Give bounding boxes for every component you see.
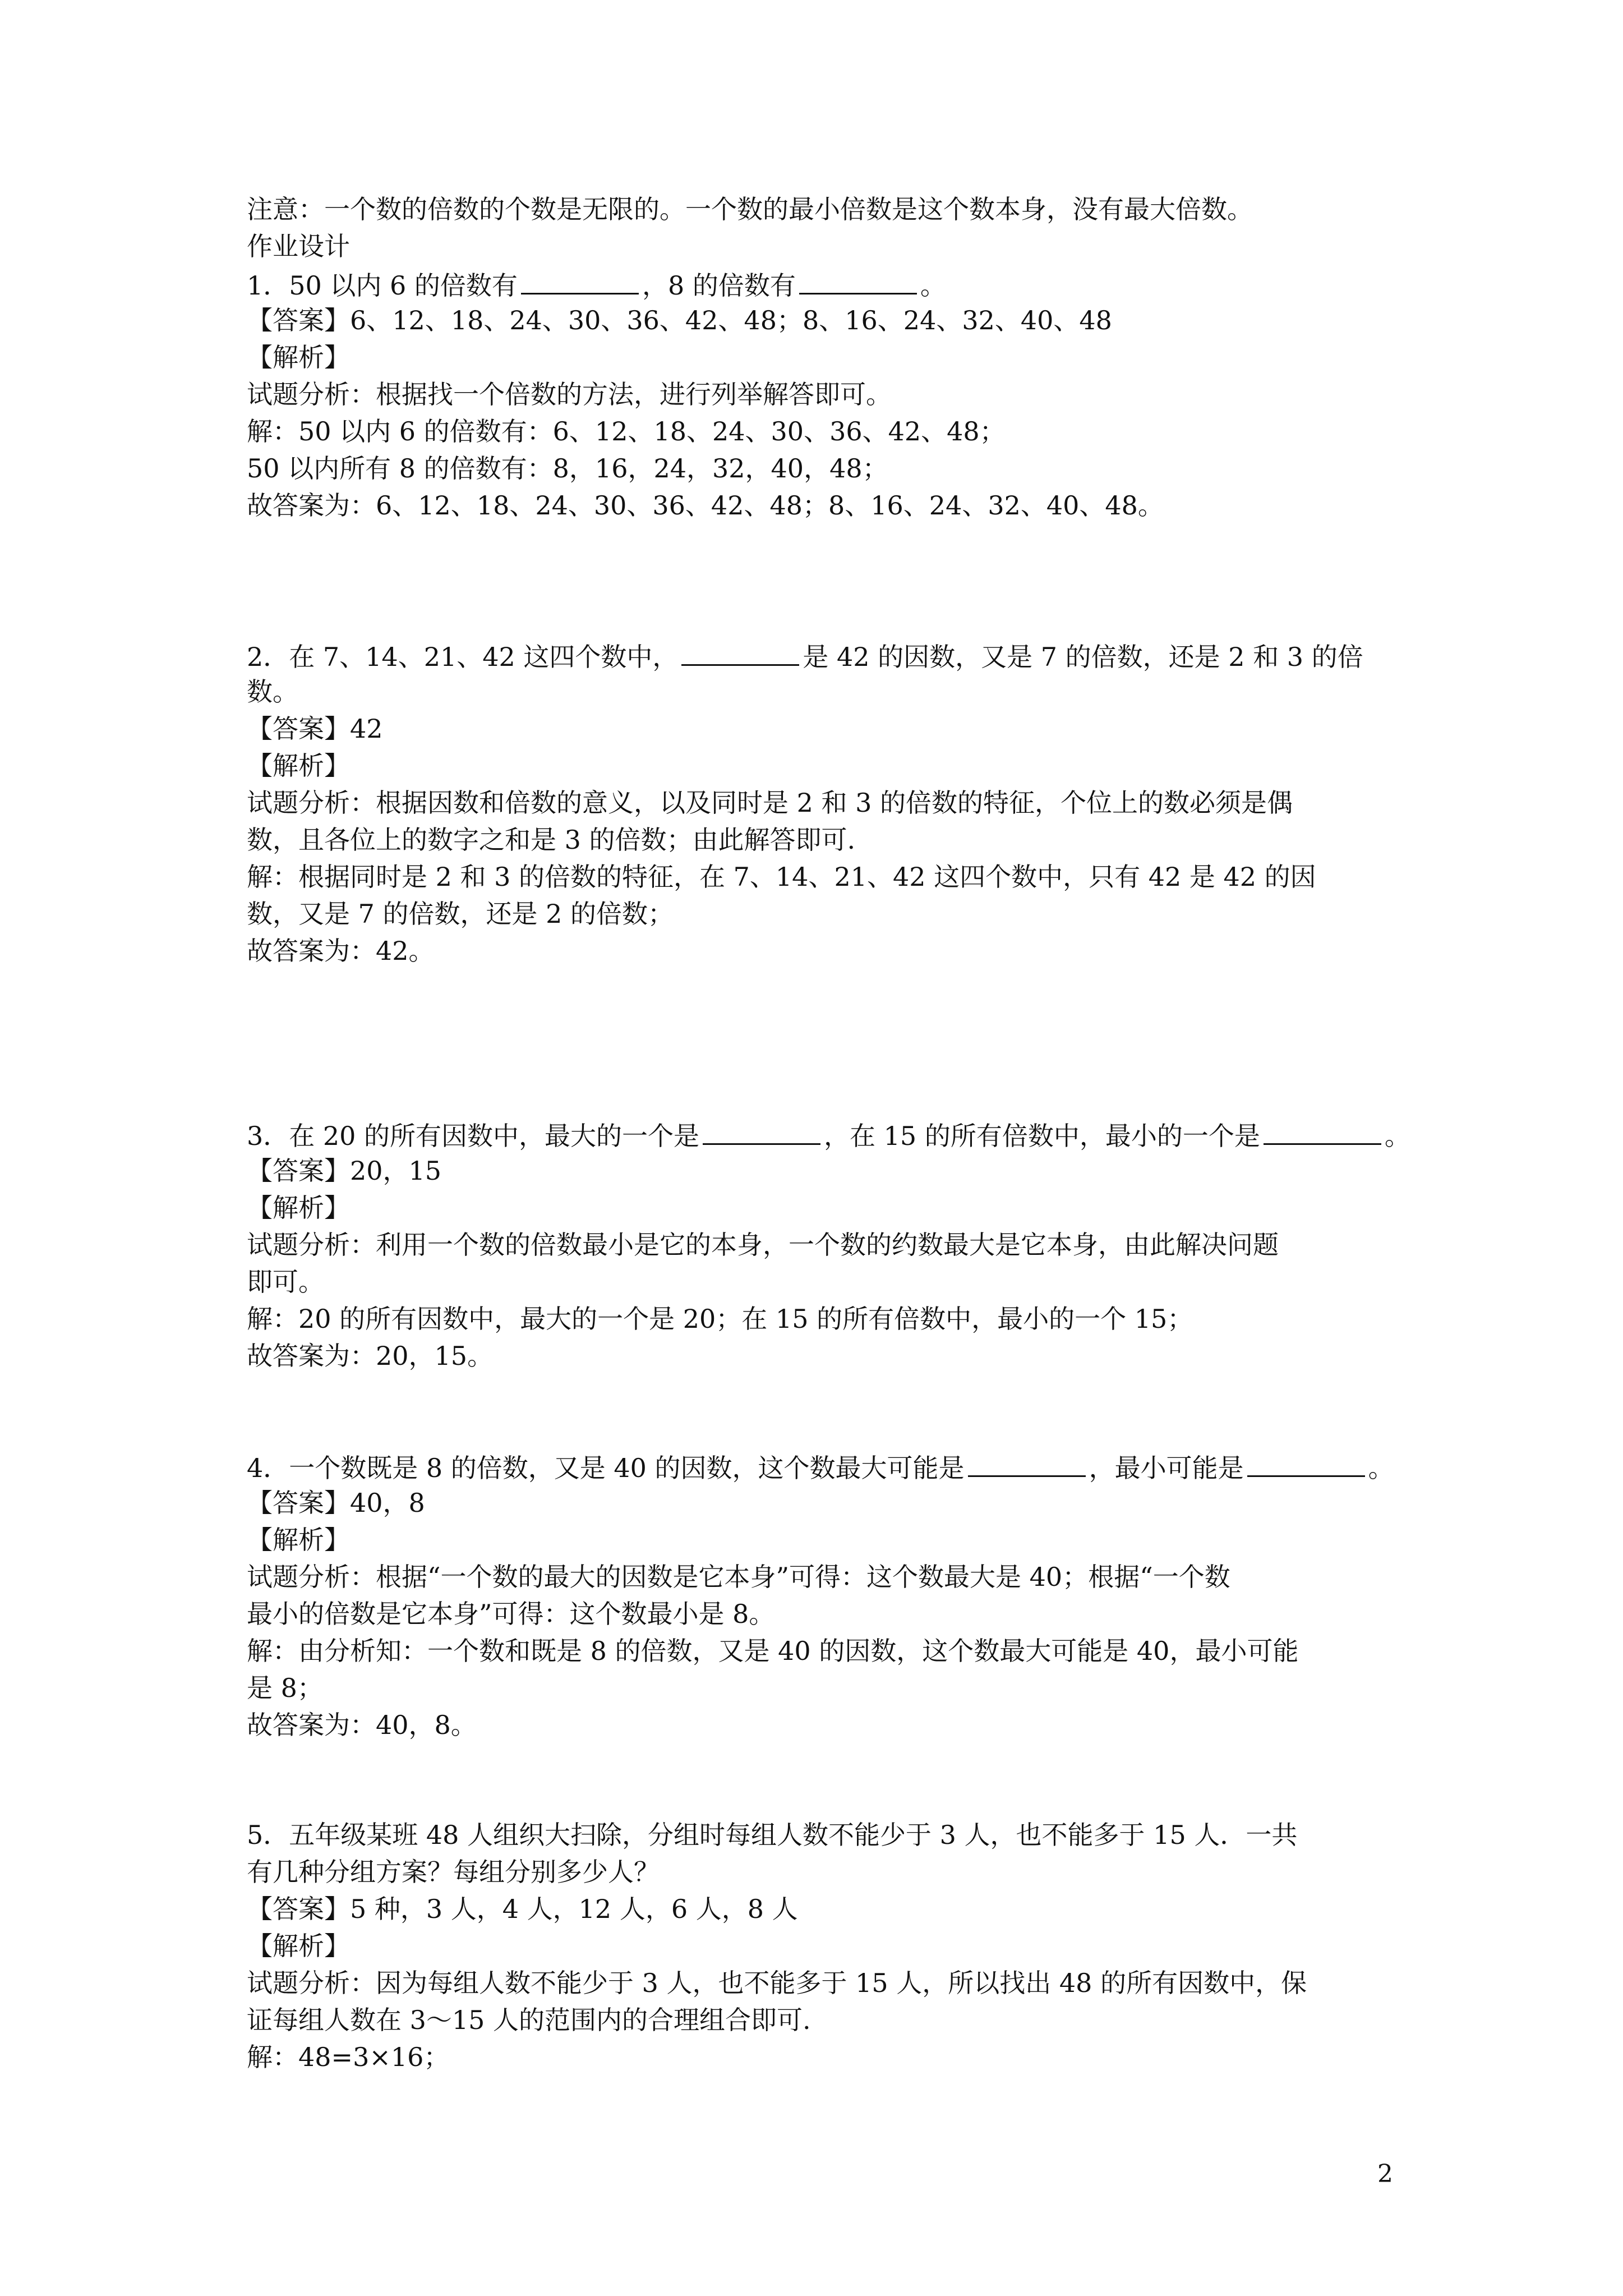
q2-stem bbox=[247, 636, 1464, 673]
q5-stem-cont: 有几种分组方案？每组分别多少人？ bbox=[247, 1857, 660, 1887]
q1-blank-2 bbox=[799, 265, 917, 295]
q4-blank-1 bbox=[968, 1447, 1086, 1477]
q3-analysis-line: 故答案为：20，15。 bbox=[247, 1341, 494, 1371]
q2-analysis-line: 解：根据同时是 2 和 3 的倍数的特征，在 7、14、21、42 这四个数中，只有 42 是 42 的因 bbox=[247, 862, 1316, 892]
q1-stem-part-c: 。 bbox=[920, 270, 946, 301]
q4-stem-part-c: 。 bbox=[1368, 1453, 1394, 1483]
q3-analysis-line: 解：20 的所有因数中，最大的一个是 20；在 15 的所有倍数中，最小的一个 15； bbox=[247, 1304, 1193, 1334]
q1-analysis-line: 试题分析：根据找一个倍数的方法，进行列举解答即可。 bbox=[247, 379, 892, 409]
q1-answer: 【答案】6、12、18、24、30、36、42、48；8、16、24、32、40、48 bbox=[247, 305, 1112, 335]
q3-analysis-line: 即可。 bbox=[247, 1267, 324, 1297]
q5-answer: 【答案】5 种，3 人，4 人，12 人，6 人，8 人 bbox=[247, 1894, 798, 1924]
q2-analysis-line: 故答案为：42。 bbox=[247, 936, 435, 966]
q2-analysis-line: 数，且各位上的数字之和是 3 的倍数；由此解答即可. bbox=[247, 825, 856, 855]
q2-stem-part-b: 是 42 的因数，又是 7 的倍数，还是 2 和 3 的倍 bbox=[803, 642, 1363, 672]
q4-analysis-label: 【解析】 bbox=[247, 1525, 350, 1555]
q4-blank-2 bbox=[1247, 1447, 1365, 1477]
q4-stem bbox=[247, 1447, 1464, 1484]
q1-stem-part-a: 1．50 以内 6 的倍数有 bbox=[247, 270, 518, 301]
q1-analysis-line: 故答案为：6、12、18、24、30、36、42、48；8、16、24、32、40、48。 bbox=[247, 490, 1164, 521]
q4-analysis-line: 是 8； bbox=[247, 1673, 323, 1703]
q5-analysis-label: 【解析】 bbox=[247, 1931, 350, 1961]
q2-stem-cont: 数。 bbox=[247, 677, 298, 707]
q1-stem-part-b: ，8 的倍数有 bbox=[642, 270, 796, 301]
note-line: 注意：一个数的倍数的个数是无限的。一个数的最小倍数是这个数本身，没有最大倍数。 bbox=[247, 194, 1253, 224]
q3-analysis-label: 【解析】 bbox=[247, 1193, 350, 1223]
page-number: 2 bbox=[1377, 2160, 1393, 2188]
q4-analysis-line: 解：由分析知：一个数和既是 8 的倍数，又是 40 的因数，这个数最大可能是 40，最小可能 bbox=[247, 1636, 1299, 1666]
q5-analysis-line: 试题分析：因为每组人数不能少于 3 人，也不能多于 15 人，所以找出 48 的所有因数中，保 bbox=[247, 1968, 1307, 1998]
q3-analysis-line: 试题分析：利用一个数的倍数最小是它的本身，一个数的约数最大是它本身，由此解决问题 bbox=[247, 1230, 1279, 1260]
q3-blank-1 bbox=[703, 1115, 820, 1145]
q2-analysis-line: 试题分析：根据因数和倍数的意义，以及同时是 2 和 3 的倍数的特征，个位上的数必须是偶 bbox=[247, 788, 1293, 818]
q5-stem: 5．五年级某班 48 人组织大扫除，分组时每组人数不能少于 3 人，也不能多于 15 人．一共 bbox=[247, 1820, 1298, 1850]
q2-analysis-line: 数，又是 7 的倍数，还是 2 的倍数； bbox=[247, 899, 674, 929]
q3-stem bbox=[247, 1115, 1464, 1152]
q5-analysis-line: 解：48=3×16； bbox=[247, 2042, 450, 2072]
q3-answer: 【答案】20，15 bbox=[247, 1156, 442, 1186]
q3-stem-part-a: 3．在 20 的所有因数中，最大的一个是 bbox=[247, 1121, 700, 1151]
spacer bbox=[247, 1743, 1464, 1816]
q4-analysis-line: 试题分析：根据“一个数的最大的因数是它本身”可得：这个数最大是 40；根据“一个数 bbox=[247, 1562, 1230, 1592]
q5-analysis-line: 证每组人数在 3～15 人的范围内的合理组合即可. bbox=[247, 2005, 811, 2035]
q4-answer: 【答案】40，8 bbox=[247, 1488, 425, 1518]
q2-answer: 【答案】42 bbox=[247, 714, 383, 744]
q4-stem-part-a: 4．一个数既是 8 的倍数，又是 40 的因数，这个数最大可能是 bbox=[247, 1453, 965, 1483]
q3-stem-part-b: ，在 15 的所有倍数中，最小的一个是 bbox=[824, 1121, 1260, 1151]
spacer bbox=[247, 969, 1464, 1115]
q1-analysis-label: 【解析】 bbox=[247, 342, 350, 372]
q1-analysis-line: 50 以内所有 8 的倍数有：8，16，24，32，40，48； bbox=[247, 453, 888, 484]
q3-blank-2 bbox=[1264, 1115, 1381, 1145]
q1-blank-1 bbox=[521, 265, 639, 295]
q2-stem-part-a: 2．在 7、14、21、42 这四个数中， bbox=[247, 642, 679, 672]
q4-stem-part-b: ，最小可能是 bbox=[1089, 1453, 1244, 1483]
q2-blank-1 bbox=[681, 636, 799, 666]
q4-analysis-line: 故答案为：40，8。 bbox=[247, 1710, 477, 1740]
q4-analysis-line: 最小的倍数是它本身”可得：这个数最小是 8。 bbox=[247, 1599, 775, 1629]
q1-stem bbox=[247, 265, 1464, 302]
section-title: 作业设计 bbox=[247, 231, 350, 261]
q1-analysis-line: 解：50 以内 6 的倍数有：6、12、18、24、30、36、42、48； bbox=[247, 416, 1006, 447]
q3-stem-part-c: 。 bbox=[1384, 1121, 1410, 1151]
document-body bbox=[247, 191, 1464, 2076]
spacer bbox=[247, 524, 1464, 636]
spacer bbox=[247, 1374, 1464, 1447]
q2-analysis-label: 【解析】 bbox=[247, 751, 350, 781]
